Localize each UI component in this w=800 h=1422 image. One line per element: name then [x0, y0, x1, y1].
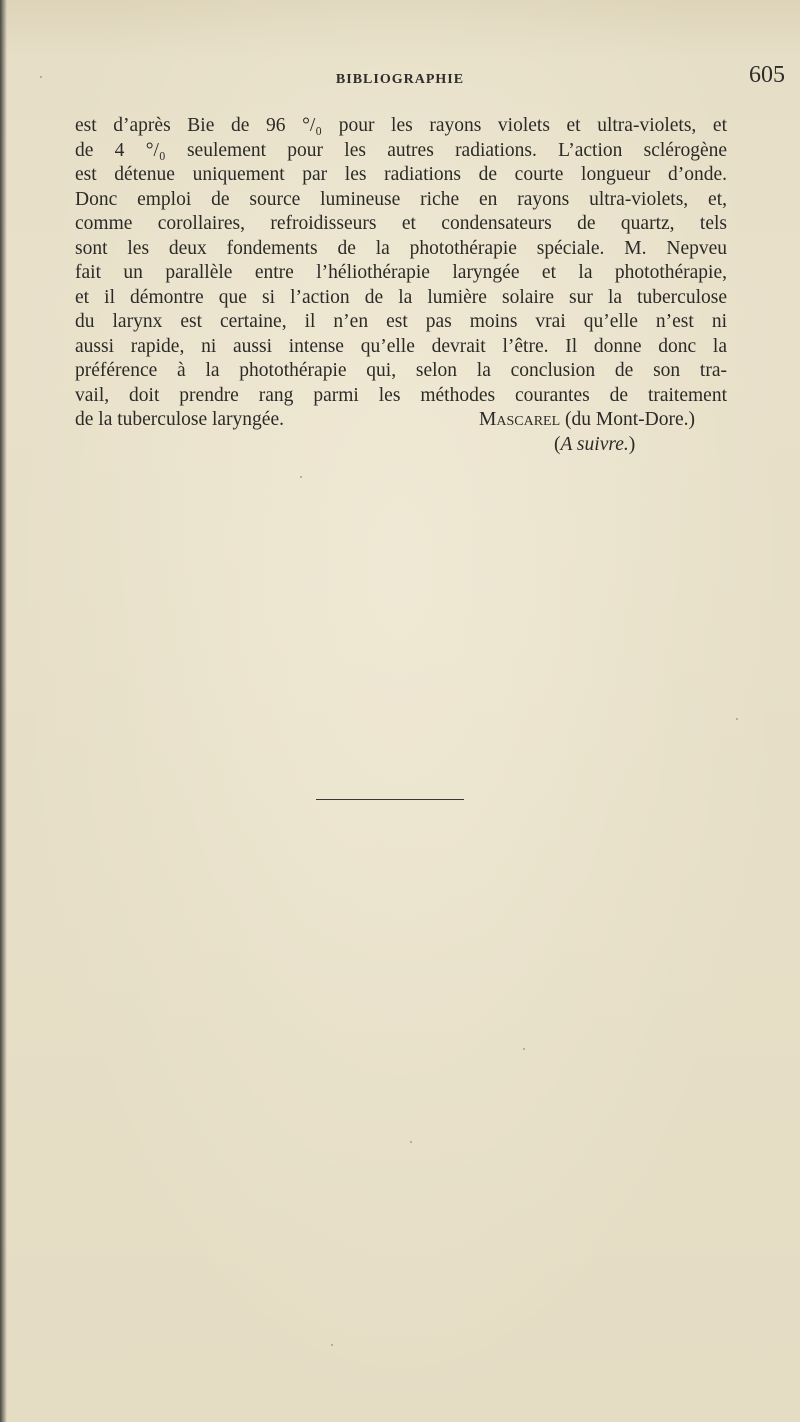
body-paragraph	[75, 114, 727, 433]
author-signature	[479, 408, 695, 433]
paper-speck	[410, 1141, 412, 1143]
text-line: est d’après Bie de 96 °/₀ pour les rayons violets et ultra-violets, et	[75, 115, 727, 136]
author-place: (du Mont-Dore.)	[565, 409, 695, 430]
page-binding-edge	[0, 0, 7, 1422]
text-line: Donc emploi de source lumineuse riche en rayons ultra-violets, et,	[75, 188, 727, 210]
paper-speck	[331, 1344, 333, 1346]
final-line-text: de la tuberculose laryngée.	[75, 409, 284, 430]
running-title: BIBLIOGRAPHIE	[335, 72, 465, 87]
text-line: préférence à la photothérapie qui, selon la conclusion de son tra-	[75, 360, 727, 381]
text-line: comme corollaires, refroidisseurs et condensateurs de quartz, tels	[75, 213, 727, 234]
paper-speck	[40, 76, 42, 78]
text-line: sont les deux fondements de la photothérapie spéciale. M. Nepveu	[75, 237, 727, 259]
paren-close: )	[628, 434, 636, 455]
paper-speck	[300, 476, 302, 478]
text-line-final	[75, 408, 695, 433]
to-be-continued-note	[554, 434, 635, 456]
page-number: 605	[749, 62, 785, 88]
paren-open: (	[554, 434, 561, 455]
text-line: aussi rapide, ni aussi intense qu’elle devrait l’être. Il donne donc la	[75, 335, 727, 357]
paper-speck	[523, 1048, 525, 1050]
text-line: est détenue uniquement par les radiations de courte longueur d’onde.	[75, 164, 727, 185]
text-line: de 4 °/₀ seulement pour les autres radiations. L’action sclérogène	[75, 139, 727, 161]
section-divider-rule	[316, 799, 464, 800]
paper-speck	[736, 718, 738, 720]
text-line: et il démontre que si l’action de la lumière solaire sur la tuberculose	[75, 286, 727, 308]
text-line: vail, doit prendre rang parmi les méthodes courantes de traitement	[75, 384, 727, 406]
text-line: fait un parallèle entre l’héliothérapie laryngée et la photothérapie,	[75, 262, 727, 283]
text-line: du larynx est certaine, il n’en est pas moins vrai qu’elle n’est ni	[75, 311, 727, 332]
author-name: Mascarel	[479, 409, 561, 430]
to-be-continued-text: A suivre.	[560, 434, 629, 455]
